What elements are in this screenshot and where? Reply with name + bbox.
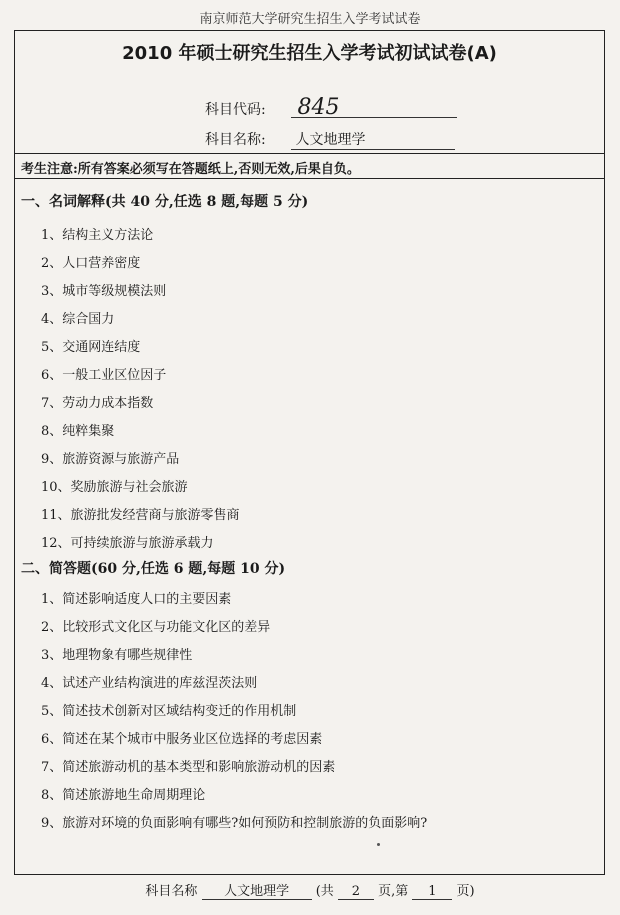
- term-item: 3、城市等级规模法则: [41, 284, 167, 299]
- footer-total-prefix: (共: [315, 884, 334, 899]
- question-item: 7、简述旅游动机的基本类型和影响旅游动机的因素: [41, 760, 336, 775]
- question-item: 2、比较形式文化区与功能文化区的差异: [41, 620, 271, 635]
- question-item: 1、简述影响适度人口的主要因素: [41, 592, 232, 607]
- subject-code-value: 845: [291, 99, 457, 118]
- section-1-title: 一、名词解释(共 40 分,任选 8 题,每题 5 分): [21, 194, 309, 210]
- subject-code-label: 科目代码:: [205, 102, 266, 118]
- term-item: 1、结构主义方法论: [41, 228, 154, 243]
- running-header: 南京师范大学研究生招生入学考试试卷: [199, 12, 421, 27]
- question-item: 8、简述旅游地生命周期理论: [41, 788, 206, 803]
- term-item: 5、交通网连结度: [41, 340, 141, 355]
- footer-page-mid: 页,第: [378, 884, 409, 899]
- scan-speck: [377, 843, 380, 846]
- term-item: 10、奖励旅游与社会旅游: [41, 480, 188, 495]
- page-footer: [0, 880, 620, 900]
- question-item: 3、地理物象有哪些规律性: [41, 648, 193, 663]
- term-item: 9、旅游资源与旅游产品: [41, 452, 180, 467]
- term-item: 8、纯粹集聚: [41, 424, 115, 439]
- exam-frame: [14, 30, 605, 875]
- question-item: 6、简述在某个城市中服务业区位选择的考虑因素: [41, 732, 323, 747]
- term-item: 2、人口营养密度: [41, 256, 141, 271]
- question-item: 9、旅游对环境的负面影响有哪些?如何预防和控制旅游的负面影响?: [41, 816, 428, 831]
- footer-name-value: 人文地理学: [202, 880, 312, 900]
- term-item: 6、一般工业区位因子: [41, 368, 167, 383]
- term-item: 11、旅游批发经营商与旅游零售商: [41, 508, 240, 523]
- subject-name-value: 人文地理学: [291, 129, 455, 150]
- question-item: 5、简述技术创新对区域结构变迁的作用机制: [41, 704, 297, 719]
- section-2-title: 二、简答题(60 分,任选 6 题,每题 10 分): [21, 561, 286, 577]
- footer-page-suffix: 页): [456, 884, 475, 899]
- candidate-notice: 考生注意:所有答案必须写在答题纸上,否则无效,后果自负。: [21, 162, 360, 177]
- footer-total-pages: 2: [338, 884, 374, 900]
- subject-name-label: 科目名称:: [205, 132, 266, 148]
- subject-code-row: [205, 95, 457, 120]
- footer-current-page: 1: [412, 884, 452, 900]
- subject-name-row: [205, 129, 455, 150]
- question-item: 4、试述产业结构演进的库兹涅茨法则: [41, 676, 258, 691]
- term-item: 12、可持续旅游与旅游承载力: [41, 536, 214, 551]
- notice-bar: [15, 153, 604, 179]
- term-item: 4、综合国力: [41, 312, 115, 327]
- footer-name-label: 科目名称: [145, 884, 198, 899]
- term-item: 7、劳动力成本指数: [41, 396, 154, 411]
- exam-title: 2010 年硕士研究生招生入学考试初试试卷(A): [122, 43, 497, 64]
